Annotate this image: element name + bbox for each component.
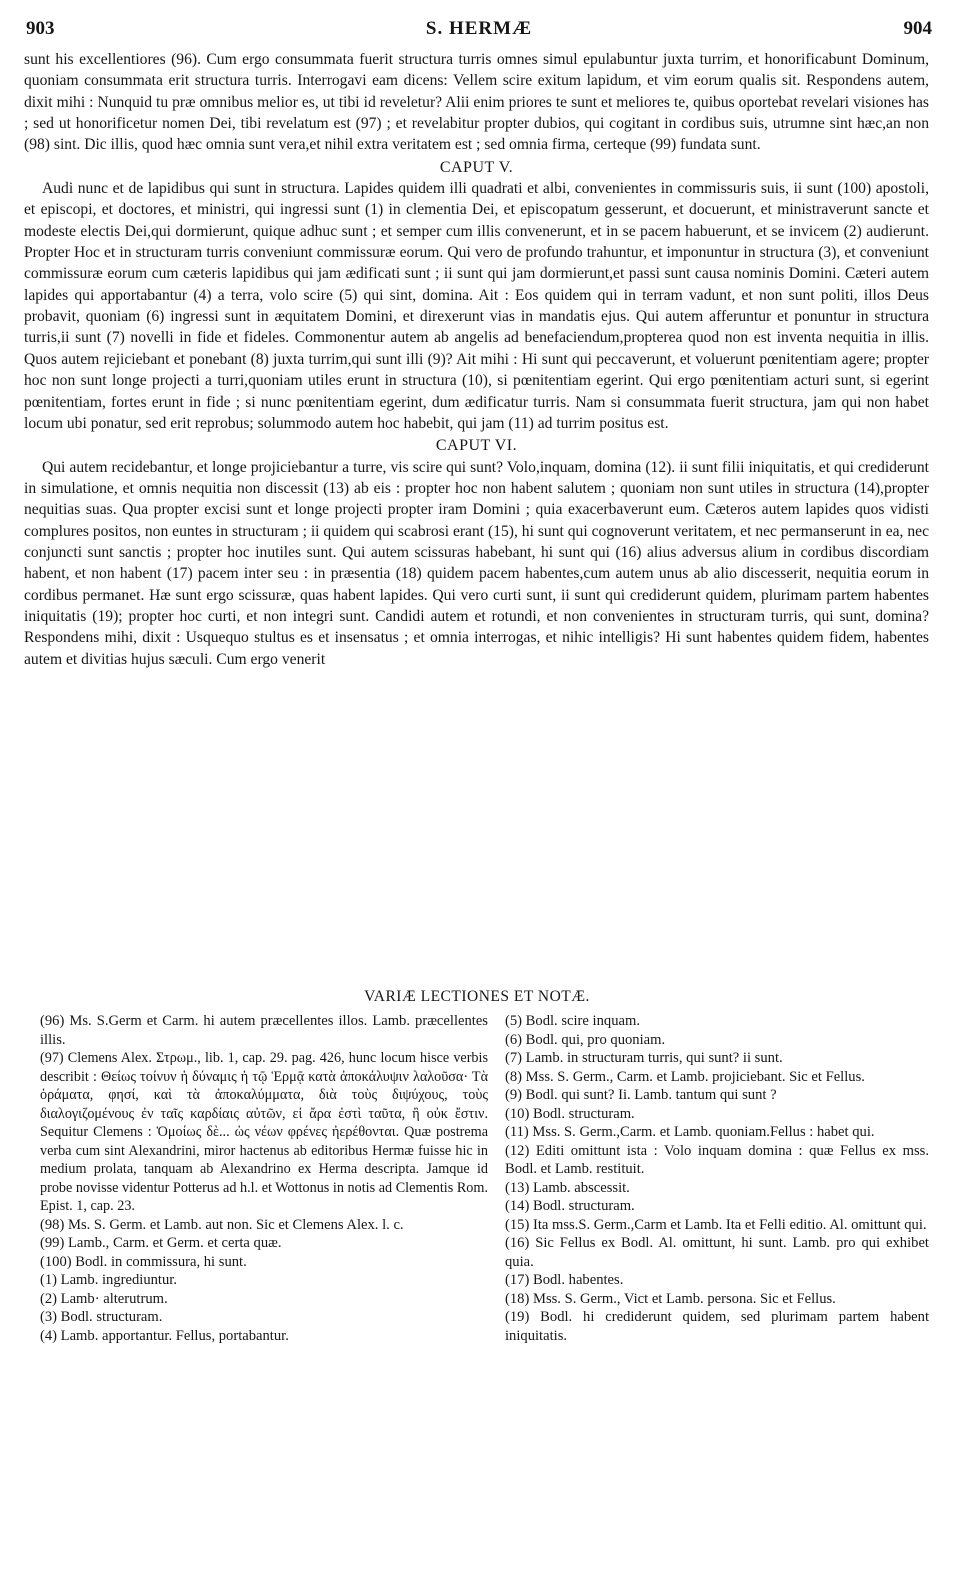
main-text (24, 49, 929, 670)
note-9: (9) Bodl. qui sunt? Ii. Lamb. tantum qui sunt ? (505, 1087, 777, 1103)
running-header (26, 18, 932, 44)
note-97: (97) Clemens Alex. Στρωμ., lib. 1, cap. 29. pag. 426, hunc locum hisce verbis describit : Θείως τοίνυν ἡ δύναμις ἡ τῷ Ἑρμᾷ κατὰ ἀποκάλυψιν λαλοῦσα· Τὰ ὁράματα, φησί, καὶ τὰ ἀποκαλύμματα, διὰ τοὺς διψύχους, τοὺς διαλογιζομένους ἐν ταῖς καρδίαις αὐτῶν, εἰ ἄρα ἐστὶ ταῦτα, ἢ οὐκ ἔστιν. Sequitur Clemens : Ὁμοίως δὲ... ὡς νέων φρένες ἠερέθονται. Quæ postrema verba cum sint Alexandrini, miror hactenus ab editoribus Hermæ fuisse hic in medium prolata, tanquam ab Alexandrino ex Herma descripta. Jamque id probe novisse videntur Potterus ad h.l. et Wottonus in notis ad Clementis Rom. Epist. 1, cap. 23. (40, 1050, 488, 1214)
note-4: (4) Lamb. apportantur. Fellus, portabantur. (40, 1327, 289, 1344)
note-14: (14) Bodl. structuram. (505, 1198, 635, 1214)
note-18: (18) Mss. S. Germ., Vict et Lamb. persona. Sic et Fellus. (505, 1290, 836, 1307)
note-8: (8) Mss. S. Germ., Carm. et Lamb. projiciebant. Sic et Fellus. (505, 1068, 865, 1085)
paragraph-caput-v: Audi nunc et de lapidibus qui sunt in structura. Lapides quidem illi quadrati et albi, convenientes in commissuris suis, ii sunt (100) apostoli, et episcopi, et doctores, et ministri, qui ingressi sunt (1) in clementia Dei, et episcopatum gesserunt, et docuerunt, et ministraverunt sancte et modeste electis Dei,qui dormierunt, quique adhuc sunt ; et semper cum illis convenerunt, et in se pacem habuerunt, et se invicem (2) audierunt. Propter Hoc et in structuram turris conveniunt commissuræ eorum. Qui vero de profundo trahuntur, et imponuntur in structura (3), et conveniunt commissuræ eorum cum cæteris lapidibus qui jam ædificati sunt ; ii sunt qui jam dormierunt,et passi sunt causa nominis Domini. Cæteri autem lapides qui apportabantur (4) a terra, volo scire (5) qui sint, domina. Ait : Eos quidem qui in terram vadunt, et non sunt politi, illos Deus probavit, quoniam (6) ingressi sunt in æquitatem Domini, et direxerunt vias in mandatis ejus. Qui autem afferuntur et ponuntur in structura turris,ii sunt (7) novelli in fide et fideles. Commonentur autem ab angelis ad benefaciendum,propterea quod non est inventa nequitia in illis. Quos autem rejiciebant et ponebant (8) juxta turrim,qui sunt illi (9)? Ait mihi : Hi sunt qui peccaverunt, et voluerunt pœnitentiam agere; propter hoc non sunt longe projecti a turri,quoniam utiles erunt in structura (10), si pœnitentiam egerint. Qui ergo pœnitentiam acturi sunt, si egerint pœnitentiam, fortes erunt in fide ; si nunc pœnitentiam egerint, dum ædificatur turris. Nam si consummata fuerit structura, jam qui non habet locum ubi ponatur, sed erit reprobus; solummodo autem hoc habebit, qui jam (11) ad turrim positus est. (24, 180, 929, 432)
left-page-number: 903 (26, 18, 55, 39)
note-1: (1) Lamb. ingrediuntur. (40, 1272, 177, 1288)
note-99: (99) Lamb., Carm. et Germ. et certa quæ. (40, 1235, 282, 1251)
caput-v-heading: CAPUT V. (439, 158, 514, 176)
notes-heading: VARIÆ LECTIONES ET NOTÆ. (364, 988, 590, 1005)
note-17: (17) Bodl. habentes. (505, 1272, 624, 1288)
notes-right-column (505, 1012, 929, 1345)
caput-vi-heading: CAPUT VI. (435, 437, 518, 455)
note-98: (98) Ms. S. Germ. et Lamb. aut non. Sic et Clemens Alex. l. c. (40, 1216, 404, 1233)
note-16: (16) Sic Fellus ex Bodl. Al. omittunt, hi sunt. Lamb. pro qui exhibet quia. (505, 1235, 929, 1270)
note-7: (7) Lamb. in structuram turris, qui sunt? ii sunt. (505, 1050, 783, 1066)
paragraph-caput-vi: Qui autem recidebantur, et longe projiciebantur a turre, vis scire qui sunt? Volo,inquam, domina (12). ii sunt filii iniquitatis, et qui crediderunt in simulatione, et omnis nequitia non discessit (13) ab eis : propter hoc non habent salutem ; quoniam non sunt utiles in structura (14),propter nequitias suas. Qua propter excisi sunt et longe projecti propter iram Domini ; quia exacerbaverunt eum. Cæteros autem lapides quos vidisti complures positos, non euntes in structuram ; ii quidem qui scabrosi erant (15), hi sunt qui cognoverunt veritatem, et nec permanserunt in ea, nec conjuncti sunt sanctis ; propter hoc inutiles sunt. Qui autem scissuras habebant, hi sunt qui (16) alius adversus alium in cordibus discordiam habent, et non habent (17) pacem inter seu : in præsentia (18) quidem pacem habentes,cum autem unus ab alio discesserit, nequitia eorum in cordibus permanet. Hæ sunt ergo scissuræ, quas habent lapides. Qui vero curti sunt, ii sunt qui crediderunt quidem, plurimam partem habentes iniquitatis (19); propter hoc curti, et non integri sunt. Candidi autem et rotundi, et non convenientes in structuram turris, qui sunt, domina? Respondens mihi, dixit : Usquequo stultus es et insensatus ; et omnia interrogas, et nihic intelligis? Hi sunt habentes quidem fidem, habentes autem et divitias hujus sæculi. Cum ergo venerit (24, 458, 929, 668)
right-page-number: 904 (903, 18, 932, 39)
note-10: (10) Bodl. structuram. (505, 1105, 635, 1122)
note-19: (19) Bodl. hi crediderunt quidem, sed plurimam partem habent iniquitatis. (505, 1309, 929, 1344)
note-96: (96) Ms. S.Germ et Carm. hi autem præcellentes illos. Lamb. præcellentes illis. (40, 1013, 488, 1048)
note-12: (12) Editi omittunt ista : Volo inquam domina : quæ Fellus ex mss. Bodl. et Lamb. restituit. (505, 1142, 929, 1177)
running-title: S. HERMÆ (425, 18, 533, 39)
note-13: (13) Lamb. abscessit. (505, 1179, 630, 1196)
note-3: (3) Bodl. structuram. (40, 1309, 163, 1325)
note-6: (6) Bodl. qui, pro quoniam. (505, 1031, 666, 1048)
note-15: (15) Ita mss.S. Germ.,Carm et Lamb. Ita et Felli editio. Al. omittunt qui. (505, 1216, 927, 1233)
note-11: (11) Mss. S. Germ.,Carm. et Lamb. quoniam.Fellus : habet qui. (505, 1124, 875, 1140)
paragraph-continued: sunt his excellentiores (96). Cum ergo consummata fuerit structura turris omnes simul epulabuntur juxta turrim, et honorificabunt Dominum, quoniam consummata erit structura turris. Interrogavi eam dicens: Vellem scire exitum lapidum, et vim eorum qualis sit. Respondens autem, dixit mihi : Nunquid tu præ omnibus melior es, ut tibi id reveletur? Alii enim priores te sunt et meliores te, quibus oportebat revelari visiones has ; sed ut honorificetur nomen Dei, tibi revelatum est (97) ; et revelabitur propter dubios, qui cogitant in cordibus suis, utrumne sint hæc,an non (98) sint. Dic illis, quod hæc omnia sunt vera,et nihil extra veritatem est ; sed omnia firma, certeque (99) fundata sunt. (24, 51, 929, 154)
note-5: (5) Bodl. scire inquam. (505, 1013, 640, 1029)
note-2: (2) Lamb· alterutrum. (40, 1290, 168, 1307)
notes-left-column (40, 1012, 488, 1345)
note-100: (100) Bodl. in commissura, hi sunt. (40, 1253, 247, 1270)
